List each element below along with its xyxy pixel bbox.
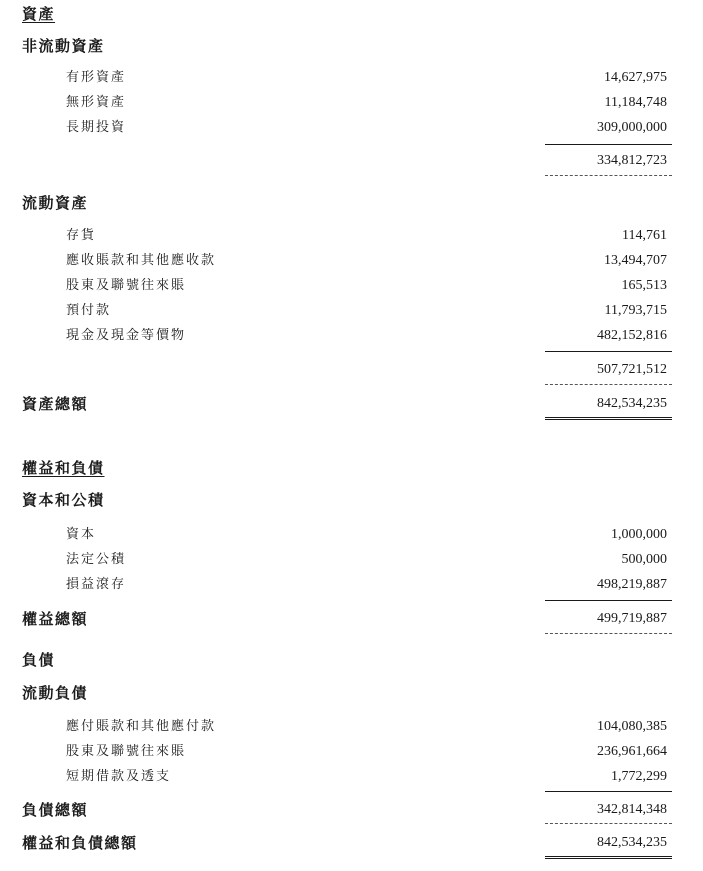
line-item-value: 1,772,299 — [611, 769, 667, 784]
assets-title-row — [0, 3, 703, 25]
total-equity-liabilities-value: 842,534,235 — [597, 835, 667, 850]
subtotal-underline — [545, 384, 672, 385]
capital-heading-row — [0, 489, 703, 511]
line-item-value: 482,152,816 — [597, 328, 667, 343]
grand-total-row — [0, 832, 703, 854]
total-liabilities-label: 負債總額 — [22, 801, 89, 819]
non-current-assets-heading: 非流動資產 — [22, 37, 105, 55]
total-equity-label: 權益總額 — [22, 610, 89, 628]
line-item-label: 短期借款及透支 — [66, 769, 172, 784]
total-assets-label: 資產總額 — [22, 395, 89, 413]
line-item-value: 500,000 — [621, 552, 667, 567]
line-item-value: 11,184,748 — [604, 95, 667, 110]
subtotal-underline — [545, 175, 672, 176]
line-item-label: 有形資產 — [66, 70, 127, 85]
line-item — [0, 574, 703, 596]
subtotal-row — [0, 359, 703, 381]
line-item-label: 應付賬款和其他應付款 — [66, 719, 217, 734]
equity-liabilities-title-row — [0, 457, 703, 479]
subtotal-underline — [545, 823, 672, 824]
line-item — [0, 766, 703, 788]
total-assets-row — [0, 393, 703, 415]
total-liabilities-row — [0, 799, 703, 821]
line-item — [0, 325, 703, 347]
line-item-value: 11,793,715 — [604, 303, 667, 318]
line-item-label: 法定公積 — [66, 552, 127, 567]
total-assets-value: 842,534,235 — [597, 396, 667, 411]
line-item-label: 股東及聯號往來賬 — [66, 278, 187, 293]
total-double-rule — [545, 856, 672, 859]
line-item-value: 1,000,000 — [611, 527, 667, 542]
line-item — [0, 275, 703, 297]
current-liabilities-heading: 流動負債 — [22, 684, 89, 702]
line-item-value: 165,513 — [621, 278, 667, 293]
line-item — [0, 549, 703, 571]
assets-title: 資產 — [22, 5, 56, 23]
current-assets-subtotal: 507,721,512 — [597, 362, 667, 377]
line-item — [0, 92, 703, 114]
line-item — [0, 117, 703, 139]
non-current-assets-heading-row — [0, 35, 703, 57]
total-equity-liabilities-label: 權益和負債總額 — [22, 834, 138, 852]
line-item-label: 預付款 — [66, 303, 112, 318]
line-item-value: 13,494,707 — [604, 253, 667, 268]
total-equity-row — [0, 608, 703, 630]
line-item-label: 股東及聯號往來賬 — [66, 744, 187, 759]
total-liabilities-value: 342,814,348 — [597, 802, 667, 817]
line-item-label: 長期投資 — [66, 120, 127, 135]
line-item — [0, 250, 703, 272]
line-item — [0, 67, 703, 89]
line-item-label: 損益滾存 — [66, 577, 127, 592]
line-item-value: 14,627,975 — [604, 70, 667, 85]
sum-rule — [545, 144, 672, 145]
line-item — [0, 716, 703, 738]
line-item-value: 309,000,000 — [597, 120, 667, 135]
sum-rule — [545, 791, 672, 792]
current-assets-heading: 流動資產 — [22, 194, 89, 212]
total-equity-value: 499,719,887 — [597, 611, 667, 626]
line-item-label: 無形資產 — [66, 95, 127, 110]
equity-liabilities-title: 權益和負債 — [22, 459, 105, 477]
subtotal-row — [0, 150, 703, 172]
line-item-label: 存貨 — [66, 228, 97, 243]
line-item-value: 236,961,664 — [597, 744, 667, 759]
liabilities-heading: 負債 — [22, 651, 56, 669]
capital-reserves-heading: 資本和公積 — [22, 491, 105, 509]
sum-rule — [545, 351, 672, 352]
line-item-value: 114,761 — [622, 228, 667, 243]
line-item — [0, 300, 703, 322]
line-item-label: 現金及現金等價物 — [66, 328, 187, 343]
line-item — [0, 741, 703, 763]
non-current-assets-subtotal: 334,812,723 — [597, 153, 667, 168]
line-item — [0, 524, 703, 546]
liabilities-heading-row — [0, 649, 703, 671]
line-item-value: 104,080,385 — [597, 719, 667, 734]
line-item-value: 498,219,887 — [597, 577, 667, 592]
current-assets-heading-row — [0, 192, 703, 214]
subtotal-underline — [545, 633, 672, 634]
total-double-rule — [545, 417, 672, 420]
current-liabilities-heading-row — [0, 682, 703, 704]
line-item — [0, 225, 703, 247]
sum-rule — [545, 600, 672, 601]
line-item-label: 應收賬款和其他應收款 — [66, 253, 217, 268]
line-item-label: 資本 — [66, 527, 97, 542]
